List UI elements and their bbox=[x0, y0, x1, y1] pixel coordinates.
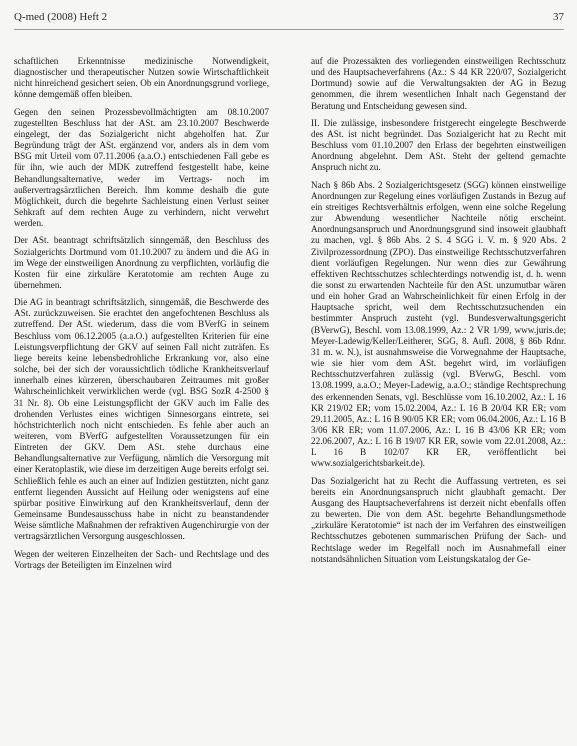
paragraph: schaftlichen Erkenntnisse medizinische Notwendigkeit, diagnostischer und therapeutischer Nutzen sowie Wirtschaftlichkeit nicht hinreichend gesichert seien. Ob ein Anordnungsgrund vorliege, könne demgemäß offen bleiben. bbox=[14, 56, 269, 100]
paragraph: Nach § 86b Abs. 2 Sozialgerichtsgesetz (SGG) können einstweilige Anordnungen zur Regelung eines vorläufigen Zustands in Bezug auf ein streitiges Rechtsverhältnis erfolgen, wenn eine solche Regelung zur Abwendung wesentlicher Nachteile nötig erscheint. Anordnungsanspruch und Anordnungsgrund sind insoweit glaubhaft zu machen, vgl. § 86b Abs. 2 S. 4 SGG i. V. m. § 920 Abs. 2 Zivilprozessordnung (ZPO). Das einstweilige Rechtsschutzverfahren dient vorläufigen Regelungen. Nur wenn dies zur Gewährung effektiven Rechtsschutzes schlechterdings notwendig ist, d. h. wenn die sonst zu erwartenden Nachteile für den ASt. unzumutbar wären und ein hoher Grad an Wahrscheinlichkeit für einen Erfolg in der Hauptsache spricht, weil dem Rechtsschutzsuchenden ein bestimmter Anspruch zusteht (vgl. Bundesverwaltungsgericht (BVerwG), Beschl. vom 13.08.1999, Az.: 2 VR 1/99, www.juris.de; Meyer-Ladewig/Keller/Leitherer, SGG, 8. Aufl. 2008, § 86b Rdnr. 31 m. w. N.), ist ausnahmsweise die Vorwegnahme der Hauptsache, wie sie hier vom dem ASt. begehrt wird, im vorläufigen Rechtsschutzverfahren zulässig (vgl. BVerwG, Beschl. vom 13.08.1999, a.a.O.; Meyer-Ladewig, a.a.O.; ständige Rechtsprechung des erkennenden Senats, vgl. Beschlüsse vom 16.10.2002, Az.: L 16 KR 219/02 ER; vom 15.02.2004, Az.: L 16 B 20/04 KR ER; vom 29.11.2005, Az.: L 16 B 90/05 KR ER; vom 06.04.2006, Az.: L 16 B 3/06 KR ER; vom 11.07.2006, Az.: L 16 B 43/06 KR ER; vom 22.06.2007, Az.: L 16 B 19/07 KR ER, sowie vom 22.01.2008, Az.: L 16 B 102/07 KR ER, veröffentlicht bei www.sozialgerichtsbarkeit.de). bbox=[311, 179, 566, 469]
left-column bbox=[14, 56, 269, 577]
right-column bbox=[311, 56, 566, 571]
section-heading-paragraph: II. Die zulässige, insbesondere fristgerecht eingelegte Beschwerde des ASt. ist nicht begründet. Das Sozialgericht hat zu Recht mit Beschluss vom 01.10.2007 den Erlass der begehrten einstweiligen Anordnung abgelehnt. Dem ASt. Steht der geltend gemachte Anspruch nicht zu. bbox=[311, 117, 566, 173]
journal-citation: Q-med (2008) Heft 2 bbox=[14, 11, 108, 23]
paragraph: Gegen den seinen Prozessbevollmächtigten am 08.10.2007 zugestellten Beschluss hat der ASt. am 23.10.2007 Beschwerde eingelegt, der das Sozialgericht nicht abgeholfen hat. Zur Begründung trägt der ASt. ergänzend vor, anders als in dem vom BSG mit Urteil vom 07.11.2006 (a.a.O.) entschiedenen Fall gebe es für ihn, wie auch der MDK zutreffend festgestellt habe, keine Behandlungsalternative, weder im Vertrags- noch im außervertragsärztlichen Bereich. Ihm komme deshalb die gute Möglichkeit, durch die begehrte Sachleistung einen Verlust seiner Sehkraft auf dem rechten Auge zu verhindern, nicht verwehrt werden. bbox=[14, 106, 269, 229]
paragraph: Der ASt. beantragt schriftsätzlich sinngemäß, den Beschluss des Sozialgerichts Dortmund vom 01.10.2007 zu ändern und die AG in im Wege der einstweiligen Anordnung zu verpflichten, vorläufig die Kosten für eine zirkuläre Keratotomie am rechten Auge zu übernehmen. bbox=[14, 235, 269, 290]
header-rule bbox=[14, 29, 564, 30]
running-header bbox=[14, 8, 564, 26]
page-number: 37 bbox=[553, 11, 564, 23]
paragraph: Die AG in beantragt schriftsätzlich, sinngemäß, die Beschwerde des ASt. zurückzuweisen. Sie erachtet den angefochtenen Beschluss als zutreffend. Der ASt. wiederum, dass die vom BVerfG in seinem Beschluss vom 06.12.2005 (a.a.O.) aufgestellten Kriterien für eine Leistungsverpflichtung der GKV auf seinen Fall nicht zuträfen. Es liege bereits keine lebensbedrohliche Erkrankung vor, also eine solche, bei der sich der voraussichtlich tödliche Krankheitsverlauf innerhalb eines kürzeren, überschaubaren Zeitraumes mit großer Wahrscheinlichkeit verwirklichen werde (vgl. BSG SozR 4-2500 § 31 Nr. 8). Ob eine Leistungspflicht der GKV auch im Falle des drohenden Verlustes eines wichtigen Sinnesorgans eintrete, sei höchstrichterlich noch nicht entschieden. Es fehle aber auch an weiteren, vom BVerfG aufgestellten Voraussetzungen für ein Eintreten der GKV. Dem ASt. stehe durchaus eine Behandlungsalternative zur Verfügung, nämlich die Versorgung mit einer Keratoplastik, wie diese im derzeitigen Auge bereits erfolgt sei. Schließlich fehle es auch an einer auf Indizien gestützten, nicht ganz entfernt liegenden Aussicht auf Heilung oder wenigstens auf eine spürbar positive Einwirkung auf den Krankheitsverlauf, denn der Gemeinsame Bundesausschuss habe in nicht zu beanstandender Weise sämtliche Maßnahmen der refraktiven Augenchirurgie von der vertragsärztlichen Versorgung ausgeschlossen. bbox=[14, 297, 269, 542]
paragraph: auf die Prozessakten des vorliegenden einstweiligen Rechtsschutz und des Hauptsacheverfahrens (Az.: S 44 KR 220/07, Sozialgericht Dortmund) sowie auf die Verwaltungsakten der AG in Bezug genommen, die ihrem wesentlichen Inhalt nach Gegenstand der Beratung und Entscheidung gewesen sind. bbox=[311, 56, 566, 111]
paragraph: Wegen der weiteren Einzelheiten der Sach- und Rechtslage und des Vortrags der Beteiligten im Einzelnen wird bbox=[14, 548, 269, 570]
paragraph: Das Sozialgericht hat zu Recht die Auffassung vertreten, es sei bereits ein Anordnungsanspruch nicht glaubhaft gemacht. Der Ausgang des Hauptsacheverfahrens ist derzeit nicht ebenfalls offen zu bewerten. Die von dem ASt. begehrte Behandlungsmethode „zirkuläre Keratotomie“ ist nach der im Verfahren des einstweiligen Rechtsschutzes gebotenen summarischen Prüfung der Sach- und Rechtslage weder im Regelfall noch im Ausnahmefall einer notstandsähnlichen Situation vom Leistungskatalog der Ge- bbox=[311, 475, 566, 564]
